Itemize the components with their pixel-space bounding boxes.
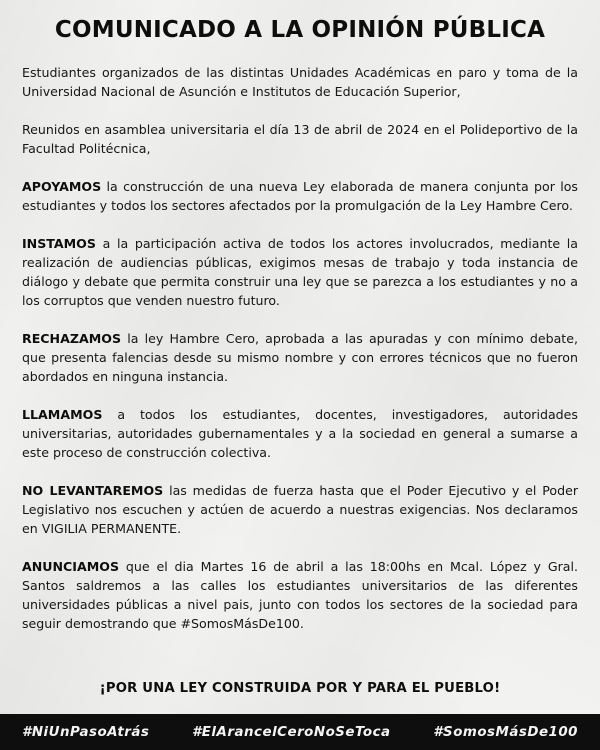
paragraph-lead: NO LEVANTAREMOS (22, 483, 164, 498)
hashtag-ni-un-paso-atras: #NiUnPasoAtrás (22, 724, 150, 740)
paragraph-lead: LLAMAMOS (22, 407, 103, 422)
paragraph-assembly (22, 120, 578, 158)
paragraph-instamos (22, 234, 578, 310)
paragraph-text: la ley Hambre Cero, aprobada a las apuradas y con mínimo debate, que presenta falencias desde su mismo nombre y con errores técnicos que no fueron abordados en ninguna instancia. (22, 331, 578, 384)
paragraph-rechazamos (22, 329, 578, 386)
paragraph-text: Reunidos en asamblea universitaria el día 13 de abril de 2024 en el Polideportivo de la Facultad Politécnica, (22, 122, 578, 156)
paragraph-no-levantaremos (22, 481, 578, 538)
hashtag-footer (0, 714, 600, 750)
paragraph-text: que el dia Martes 16 de abril a las 18:00hs en Mcal. López y Gral. Santos saldremos a las calles los estudiantes universitarios de las diferentes universidades públicas a nivel pais, junto con todos los sectores de la sociedad para seguir demostrando que #SomosMásDe100. (22, 559, 578, 631)
paragraph-text: la construcción de una nueva Ley elaborada de manera conjunta por los estudiantes y todos los sectores afectados por la promulgación de la Ley Hambre Cero. (22, 179, 578, 213)
hashtag-somos-mas-de-100: #SomosMásDe100 (433, 724, 578, 740)
paragraph-text: a todos los estudiantes, docentes, investigadores, autoridades universitarias, autoridades gubernamentales y a la sociedad en general a sumarse a este proceso de construcción colectiva. (22, 407, 578, 460)
paragraph-anunciamos (22, 557, 578, 633)
statement-body (22, 63, 578, 652)
closing-slogan: ¡POR UNA LEY CONSTRUIDA POR Y PARA EL PUEBLO! (99, 681, 501, 696)
paragraph-intro (22, 63, 578, 101)
paragraph-text: Estudiantes organizados de las distintas Unidades Académicas en paro y toma de la Universidad Nacional de Asunción e Institutos de Educación Superior, (22, 65, 578, 99)
paragraph-lead: APOYAMOS (22, 179, 102, 194)
paragraph-apoyamos (22, 177, 578, 215)
page-title: COMUNICADO A LA OPINIÓN PÚBLICA (54, 17, 546, 43)
paragraph-lead: RECHAZAMOS (22, 331, 122, 346)
hashtag-arancel-cero: #ElArancelCeroNoSeToca (191, 724, 391, 740)
paragraph-text: las medidas de fuerza hasta que el Poder Ejecutivo y el Poder Legislativo nos escuchen y actúen de acuerdo a nuestras exigencias. Nos declaramos en VIGILIA PERMANENTE. (22, 483, 578, 536)
paragraph-llamamos (22, 405, 578, 462)
paragraph-text: a la participación activa de todos los actores involucrados, mediante la realización de audiencias públicas, exigimos mesas de trabajo y toda instancia de diálogo y debate que permita construir una ley que se parezca a los estudiantes y no a los corruptos que venden nuestro futuro. (22, 236, 578, 308)
paragraph-lead: ANUNCIAMOS (22, 559, 120, 574)
paragraph-lead: INSTAMOS (22, 236, 96, 251)
